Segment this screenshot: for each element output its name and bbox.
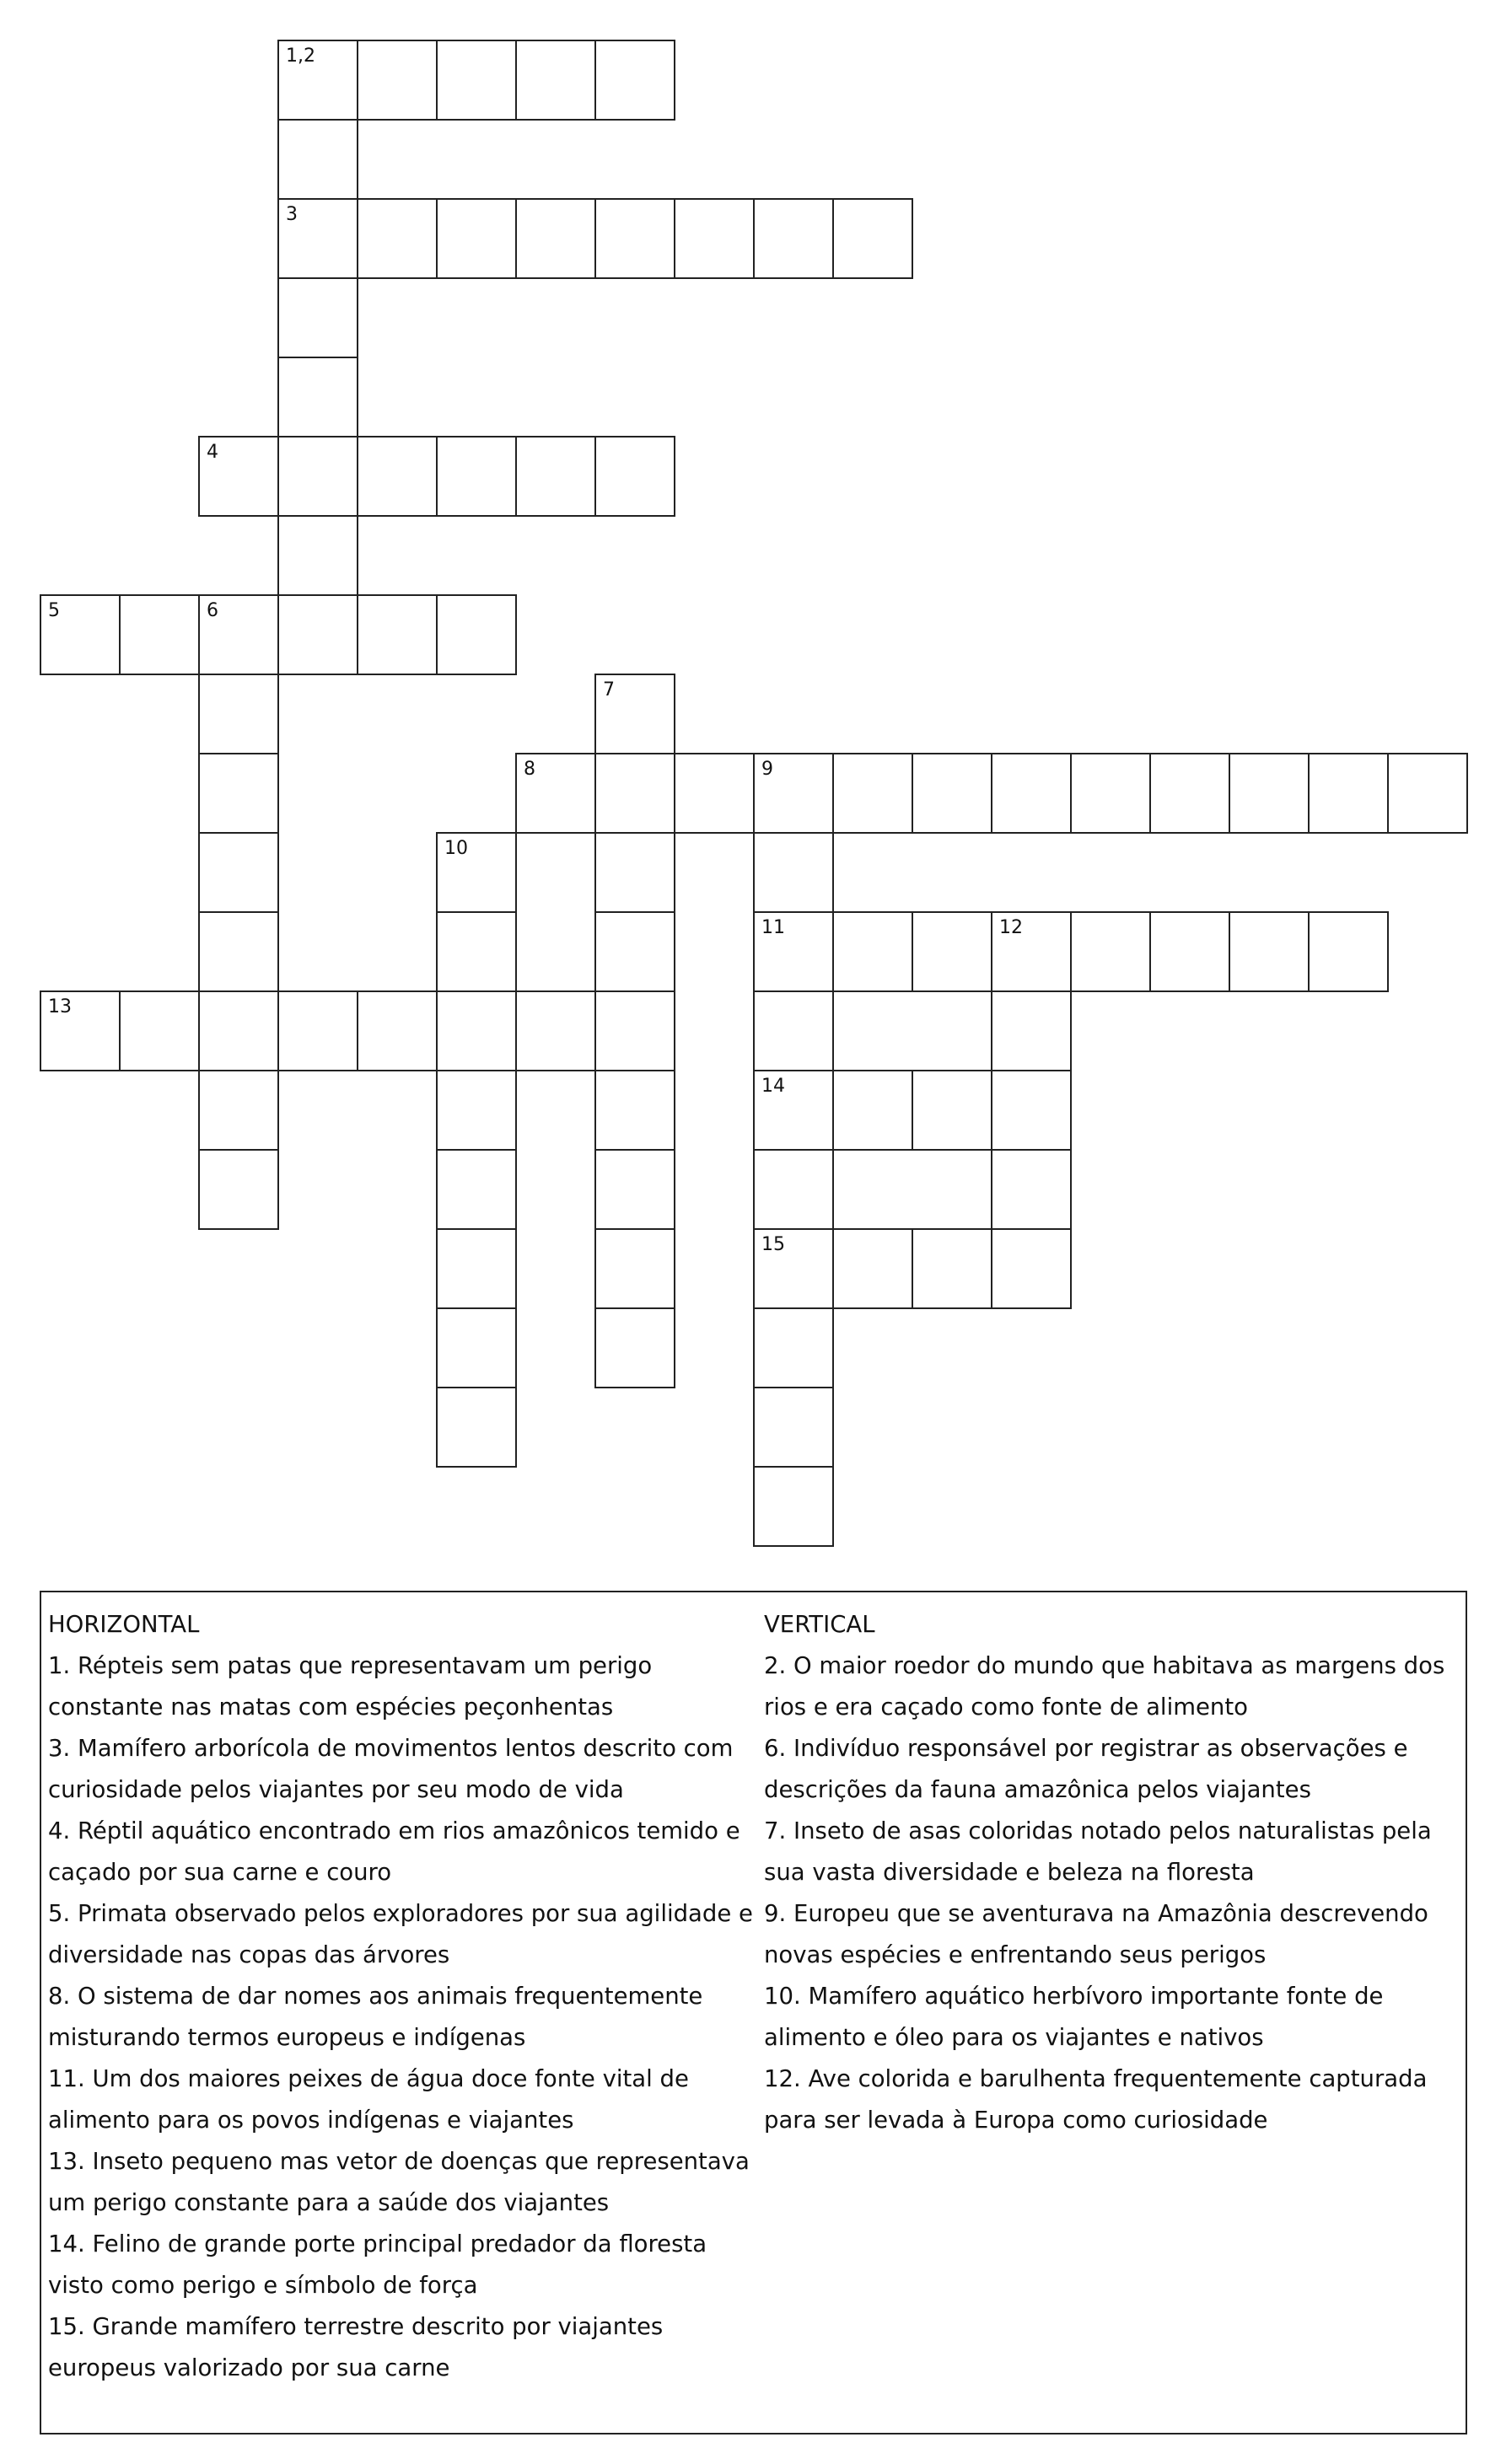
- grid-cell[interactable]: [594, 911, 675, 992]
- clue-horizontal-15: 15. Grande mamífero terrestre descrito por viajantes europeus valorizado por sua carne: [48, 2313, 664, 2381]
- grid-cell[interactable]: [119, 594, 200, 675]
- grid-cell[interactable]: [277, 357, 358, 438]
- grid-cell[interactable]: [1070, 911, 1151, 992]
- grid-cell[interactable]: [753, 1149, 834, 1230]
- grid-cell[interactable]: [753, 990, 834, 1071]
- grid-cell[interactable]: [198, 990, 279, 1071]
- grid-cell[interactable]: [40, 594, 121, 675]
- grid-cell[interactable]: [674, 753, 755, 834]
- grid-cell[interactable]: [594, 674, 675, 754]
- clue-horizontal-13: 13. Inseto pequeno mas vetor de doenças que representava um perigo constante para a saúde dos viajantes: [48, 2148, 750, 2216]
- grid-cell[interactable]: [753, 1070, 834, 1151]
- clue-vertical-9: 9. Europeu que se aventurava na Amazônia descrevendo novas espécies e enfrentando seus perigos: [764, 1900, 1428, 1968]
- grid-cell[interactable]: [357, 40, 438, 121]
- grid-cell[interactable]: [594, 990, 675, 1071]
- grid-cell[interactable]: [991, 753, 1072, 834]
- grid-cell[interactable]: [753, 832, 834, 913]
- clue-horizontal-3: 3. Mamífero arborícola de movimentos lentos descrito com curiosidade pelos viajantes por seu modo de vida: [48, 1735, 734, 1803]
- grid-cell[interactable]: [832, 1228, 913, 1309]
- clue-number: 13: [48, 996, 72, 1017]
- vertical-heading: VERTICAL: [764, 1611, 875, 1638]
- clue-horizontal-1: 1. Répteis sem patas que representavam um perigo constante nas matas com espécies peçonhentas: [48, 1652, 653, 1721]
- grid-cell[interactable]: [515, 990, 596, 1071]
- horizontal-heading: HORIZONTAL: [48, 1611, 200, 1638]
- grid-cell[interactable]: [277, 594, 358, 675]
- grid-cell[interactable]: [436, 40, 517, 121]
- grid-cell[interactable]: [594, 198, 675, 279]
- grid-cell[interactable]: [1308, 753, 1389, 834]
- grid-cell[interactable]: [991, 1149, 1072, 1230]
- grid-cell[interactable]: [594, 753, 675, 834]
- grid-cell[interactable]: [1387, 753, 1468, 834]
- clue-vertical-7: 7. Inseto de asas coloridas notado pelos naturalistas pela sua vasta diversidade e beleza na floresta: [764, 1817, 1432, 1886]
- clue-number: 5: [48, 600, 60, 621]
- grid-cell[interactable]: [753, 1228, 834, 1309]
- grid-cell[interactable]: [753, 1307, 834, 1388]
- clue-horizontal-14: 14. Felino de grande porte principal predador da floresta visto como perigo e símbolo de força: [48, 2230, 707, 2299]
- grid-cell[interactable]: [753, 753, 834, 834]
- grid-cell[interactable]: [277, 198, 358, 279]
- grid-cell[interactable]: [594, 40, 675, 121]
- grid-cell[interactable]: [277, 990, 358, 1071]
- grid-cell[interactable]: [515, 753, 596, 834]
- grid-cell[interactable]: [436, 1149, 517, 1230]
- grid-cell[interactable]: [594, 1307, 675, 1388]
- grid-cell[interactable]: [753, 1387, 834, 1468]
- clue-horizontal-11: 11. Um dos maiores peixes de água doce fonte vital de alimento para os povos indígenas e viajantes: [48, 2065, 689, 2134]
- clue-number: 9: [761, 759, 773, 780]
- clue-number: 8: [524, 759, 535, 780]
- grid-cell[interactable]: [436, 1070, 517, 1151]
- clue-number: 7: [603, 679, 615, 701]
- grid-cell[interactable]: [753, 198, 834, 279]
- grid-cell[interactable]: [436, 1387, 517, 1468]
- grid-cell[interactable]: [515, 198, 596, 279]
- grid-cell[interactable]: [594, 1149, 675, 1230]
- grid-cell[interactable]: [674, 198, 755, 279]
- grid-cell[interactable]: [594, 1070, 675, 1151]
- grid-cell[interactable]: [198, 911, 279, 992]
- grid-cell[interactable]: [1070, 753, 1151, 834]
- grid-cell[interactable]: [594, 832, 675, 913]
- grid-cell[interactable]: [436, 1228, 517, 1309]
- grid-cell[interactable]: [436, 911, 517, 992]
- grid-cell[interactable]: [40, 990, 121, 1071]
- grid-cell[interactable]: [832, 198, 913, 279]
- vertical-clues: [764, 1604, 1466, 2141]
- grid-cell[interactable]: [357, 990, 438, 1071]
- clue-number: 10: [444, 838, 468, 859]
- grid-cell[interactable]: [594, 1228, 675, 1309]
- grid-cell[interactable]: [436, 436, 517, 517]
- grid-cell[interactable]: [912, 753, 992, 834]
- grid-cell[interactable]: [277, 515, 358, 596]
- grid-cell[interactable]: [832, 753, 913, 834]
- clue-vertical-12: 12. Ave colorida e barulhenta frequentemente capturada para ser levada à Europa como curiosidade: [764, 2065, 1428, 2134]
- grid-cell[interactable]: [832, 911, 913, 992]
- grid-cell[interactable]: [832, 1070, 913, 1151]
- grid-cell[interactable]: [198, 832, 279, 913]
- grid-cell[interactable]: [436, 990, 517, 1071]
- grid-cell[interactable]: [277, 277, 358, 358]
- grid-cell[interactable]: [198, 1070, 279, 1151]
- grid-cell[interactable]: [753, 1466, 834, 1547]
- grid-cell[interactable]: [198, 1149, 279, 1230]
- clue-horizontal-8: 8. O sistema de dar nomes aos animais frequentemente misturando termos europeus e indígenas: [48, 1983, 703, 2051]
- grid-cell[interactable]: [991, 990, 1072, 1071]
- grid-cell[interactable]: [198, 594, 279, 675]
- grid-cell[interactable]: [436, 832, 517, 913]
- grid-cell[interactable]: [1149, 911, 1230, 992]
- clue-vertical-10: 10. Mamífero aquático herbívoro importante fonte de alimento e óleo para os viajantes e nativos: [764, 1983, 1384, 2051]
- grid-cell[interactable]: [119, 990, 200, 1071]
- clue-horizontal-4: 4. Réptil aquático encontrado em rios amazônicos temido e caçado por sua carne e couro: [48, 1817, 740, 1886]
- clue-number: 11: [761, 917, 785, 938]
- grid-cell[interactable]: [436, 594, 517, 675]
- grid-cell[interactable]: [1149, 753, 1230, 834]
- grid-cell[interactable]: [436, 198, 517, 279]
- grid-cell[interactable]: [1229, 911, 1310, 992]
- grid-cell[interactable]: [515, 40, 596, 121]
- grid-cell[interactable]: [1308, 911, 1389, 992]
- grid-cell[interactable]: [198, 674, 279, 754]
- grid-cell[interactable]: [277, 119, 358, 200]
- grid-cell[interactable]: [1229, 753, 1310, 834]
- grid-cell[interactable]: [277, 40, 358, 121]
- grid-cell[interactable]: [912, 1228, 992, 1309]
- clue-horizontal-5: 5. Primata observado pelos exploradores por sua agilidade e diversidade nas copas das árvores: [48, 1900, 753, 1968]
- clue-number: 15: [761, 1234, 785, 1255]
- clue-number: 4: [207, 442, 218, 463]
- grid-cell[interactable]: [198, 753, 279, 834]
- clue-number: 1,2: [286, 46, 315, 67]
- grid-cell[interactable]: [912, 911, 992, 992]
- grid-cell[interactable]: [277, 436, 358, 517]
- grid-cell[interactable]: [436, 1307, 517, 1388]
- clue-vertical-2: 2. O maior roedor do mundo que habitava as margens dos rios e era caçado como fonte de alimento: [764, 1652, 1445, 1721]
- grid-cell[interactable]: [753, 911, 834, 992]
- grid-cell[interactable]: [198, 436, 279, 517]
- clue-number: 14: [761, 1076, 785, 1097]
- grid-cell[interactable]: [991, 1070, 1072, 1151]
- horizontal-clues: [48, 1604, 761, 2389]
- clue-vertical-6: 6. Indivíduo responsável por registrar as observações e descrições da fauna amazônica pelos viajantes: [764, 1735, 1408, 1803]
- grid-cell[interactable]: [357, 436, 438, 517]
- grid-cell[interactable]: [357, 198, 438, 279]
- clue-number: 6: [207, 600, 218, 621]
- grid-cell[interactable]: [594, 436, 675, 517]
- clue-number: 3: [286, 204, 298, 225]
- grid-cell[interactable]: [912, 1070, 992, 1151]
- grid-cell[interactable]: [991, 1228, 1072, 1309]
- grid-cell[interactable]: [991, 911, 1072, 992]
- clues-box: [40, 1591, 1467, 2434]
- clue-number: 12: [999, 917, 1023, 938]
- grid-cell[interactable]: [357, 594, 438, 675]
- grid-cell[interactable]: [515, 436, 596, 517]
